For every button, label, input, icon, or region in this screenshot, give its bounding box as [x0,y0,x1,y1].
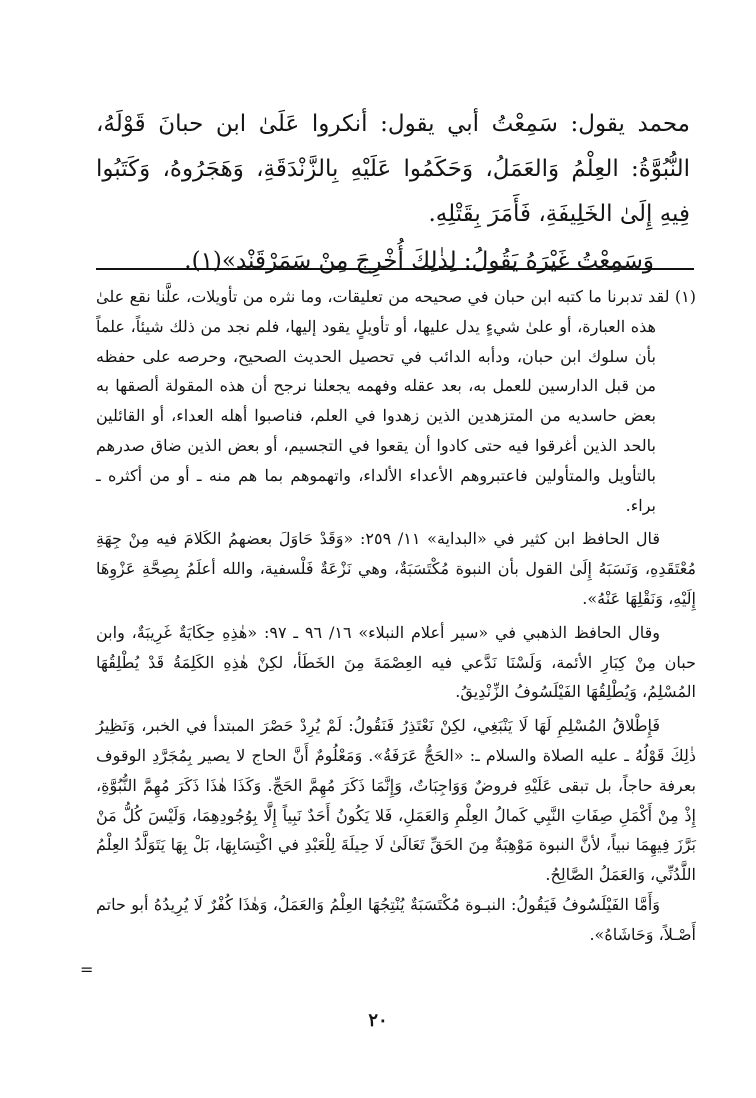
footnote-dhahabi-quote: وقال الحافظ الذهبي في «سير أعلام النبلاء» ١٦/ ٩٦ ـ ٩٧: «هٰذِهِ حِكَايَةٌ غَرِيبَةٌ، وابن حبان مِنْ كِبَارِ الأئمة، وَلَسْنَا نَدَّعي فيه العِصْمَةَ مِنَ الخَطَأ، لكِنْ هٰذِهِ الكَلِمَةُ قَدْ يُطْلِقُهَا المُسْلِمُ، وَيُطْلِقُهَا الفَيْلَسُوفُ الزِّنْدِيقُ. [96,622,697,702]
footnote-philosopher-paragraph: وَأَمَّا الفَيْلَسُوفُ فَيَقُولُ: النبـوة مُكْتَسَبَةٌ يُنْتِجُهَا العِلْمُ وَالعَمَلُ، وَهٰذَا كُفْرٌ لَا يُرِيدُهُ أبو حاتم أَصْـلاً، وَحَاشَاهُ». [96,894,696,944]
footnote-separator [96,268,694,270]
page-number: ٢٠ [368,1010,388,1031]
main-text [96,102,690,284]
footnote-1: (١) لقد تدبرنا ما كتبه ابن حبان في صحيحه من تعليقات، وما نثره من تأويلات، علَّنا نقع علىٰ هذه العبارة، أو علىٰ شيءٍ يدل عليها، أو تأويلٍ يقود إليها، فلم نجد من ذلك شيئاً، علماً بأن سلوك ابن حبان، ودأبه الدائب في تحصيل الحديث الصحيح، وحرصه على حفظه من قبل الدارسين للعمل به، بعد عقله وفهمه يجعلنا نرجح أن هذه المقولة ألصقها به بعض حاسديه من المتزهدين الذين زهدوا في العلم، فناصبوا أهله العداء، أو القائلين بالحد الذين أغرقوا فيه حتى كادوا أن يقعوا في التجسيم، أو بعض الذين ضاق صدرهم بالتأويل والمتأولين فاعتبروهم الأعداء الألداء، واتهموهم بما هم منه ـ أو من أكثره ـ براء. [96,287,697,515]
footnote-dhahabi-explanation: فَإِطْلاقُ المُسْلِمِ لَهَا لَا يَنْبَغِي، لكِنْ نَعْتَذِرُ فَنَقُولُ: لَمْ يُرِدْ حَصْرَ المبتدأ في الخبر، وَنَظِيرُ ذٰلِكَ قَوْلُهُ ـ عليه الصلاة والسلام ـ: «الحَجُّ عَرَفَةُ». وَمَعْلُومٌ أَنَّ الحاج لا يصير بِمُجَرَّدِ الوقوف بعرفة حاجاً، بل تبقى عَلَيْهِ فروضٌ وَوَاجِبَاتٌ، وَإِنَّمَا ذَكَرَ مُهِمَّ الحَجِّ. وَكَذَا هٰذَا ذَكَرَ مُهِمَّ النُّبُوَّةِ، إِذْ مِنْ أَكْمَلِ صِفَاتِ النَّبِي كَمالُ العِلْمِ وَالعَمَلِ، فَلا يَكُونُ أَحَدٌ نَبِياً إِلَّا بِوُجُودِهِمَا، وَلَيْسَ كُلُّ مَنْ بَرَّزَ فِيهِمَا نبياً، لأنَّ النبوة مَوْهِبَةٌ مِنَ الحَقِّ تَعَالَىٰ لَا حِيلَةَ لِلْعَبْدِ في اكْتِسَابِهَا، بَلْ بِهَا يَتَوَلَّدُ العِلْمُ اللَّدُنِّي، وَالعَمَلُ الصَّالِحُ. [96,716,697,885]
footnotes [96,282,696,950]
continuation-mark: = [80,960,94,979]
main-paragraph-quote: وَسَمِعْتُ غَيْرَهُ يَقُولُ: لِذٰلِكَ أُخْرِجَ مِنْ سَمَرْقَنْد»(١). [184,248,654,274]
footnote-ibn-kathir-quote: قال الحافظ ابن كثير في «البداية» ١١/ ٢٥٩: «وَقَدْ حَاوَلَ بعضهمُ الكَلامَ فيه مِنْ جِهَةِ مُعْتَقَدِهِ، وَنَسَبَهُ إِلَىٰ القول بأن النبوة مُكْتَسَبَةٌ، وهي نَزْعَةٌ فَلْسفية، والله أعلَمُ بِصِحَّةِ عَزْوِهَا إِلَيْهِ، وَنَقْلِهَا عَنْهُ». [96,529,696,608]
main-paragraph: محمد يقول: سَمِعْتُ أبي يقول: أنكروا عَلَىٰ ابن حبانَ قَوْلَهُ، النُّبُوَّةُ: العِلْمُ وَالعَمَلُ، وَحَكَمُوا عَلَيْهِ بِالزَّنْدَقَةِ، وَهَجَرُوهُ، وَكَتَبُوا فِيهِ إِلَىٰ الخَلِيفَةِ، فَأَمَرَ بِقَتْلِهِ. [96,111,690,227]
